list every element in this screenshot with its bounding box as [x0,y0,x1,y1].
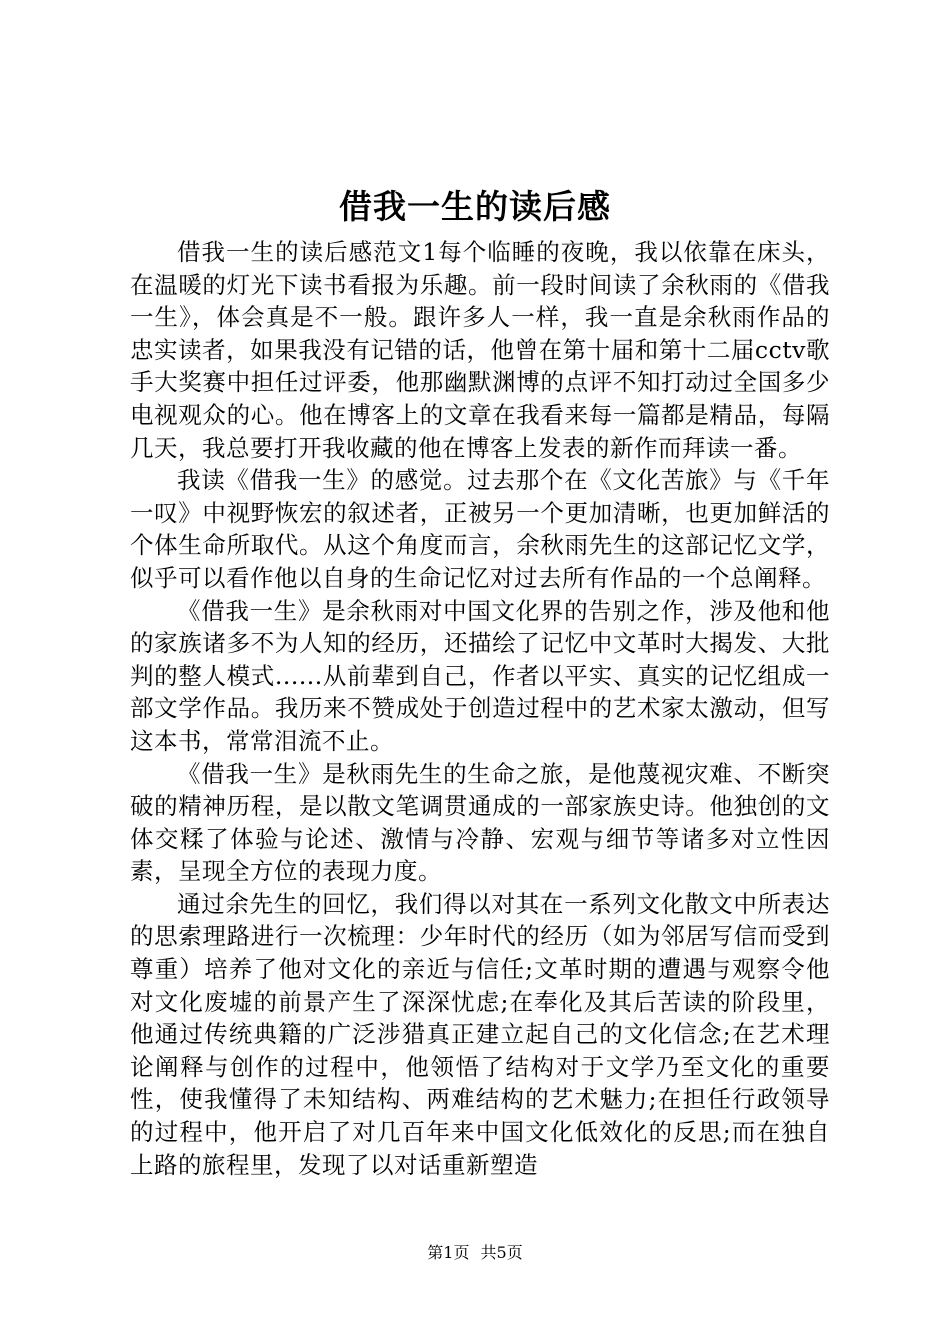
paragraph: 《借我一生》是余秋雨对中国文化界的告别之作，涉及他和他的家族诸多不为人知的经历，还描绘了记忆中文革时大揭发、大批判的整人模式......从前辈到自己，作者以平实、真实的记忆组成一部文学作品。我历来不赞成处于创造过程中的艺术家太激动，但写这本书，常常泪流不止。 [130,596,830,755]
paragraph: 《借我一生》是秋雨先生的生命之旅，是他蔑视灾难、不断突破的精神历程，是以散文笔调贯通成的一部家族史诗。他独创的文体交糅了体验与论述、激情与冷静、宏观与细节等诸多对立性因素，呈现全方位的表现力度。 [130,759,830,886]
page-footer [0,1241,950,1265]
paragraph: 借我一生的读后感范文1每个临睡的夜晚，我以依靠在床头，在温暖的灯光下读书看报为乐趣。前一段时间读了余秋雨的《借我一生》，体会真是不一般。跟许多人一样，我一直是余秋雨作品的忠实读者，如果我没有记错的话，他曾在第十届和第十二届cctv歌手大奖赛中担任过评委，他那幽默渊博的点评不知打动过全国多少电视观众的心。他在博客上的文章在我看来每一篇都是精品，每隔几天，我总要打开我收藏的他在博客上发表的新作而拜读一番。 [130,238,830,462]
document-body [130,236,830,1181]
paragraph: 通过余先生的回忆，我们得以对其在一系列文化散文中所表达的思索理路进行一次梳理：少年时代的经历（如为邻居写信而受到尊重）培养了他对文化的亲近与信任;文革时期的遭遇与观察令他对文化废墟的前景产生了深深忧虑;在奉化及其后苦读的阶段里，他通过传统典籍的广泛涉猎真正建立起自己的文化信念;在艺术理论阐释与创作的过程中，他领悟了结构对于文学乃至文化的重要性，使我懂得了未知结构、两难结构的艺术魅力;在担任行政领导的过程中，他开启了对几百年来中国文化低效化的反思;而在独自上路的旅程里，发现了以对话重新塑造 [130,889,830,1179]
paragraph: 我读《借我一生》的感觉。过去那个在《文化苦旅》与《千年一叹》中视野恢宏的叙述者，正被另一个更加清晰，也更加鲜活的个体生命所取代。从这个角度而言，余秋雨先生的这部记忆文学，似乎可以看作他以自身的生命记忆对过去所有作品的一个总阐释。 [130,466,830,592]
page-total: 共5页 [480,1243,523,1262]
page-number: 第1页 [427,1243,470,1262]
document-title: 借我一生的读后感 [339,187,611,226]
